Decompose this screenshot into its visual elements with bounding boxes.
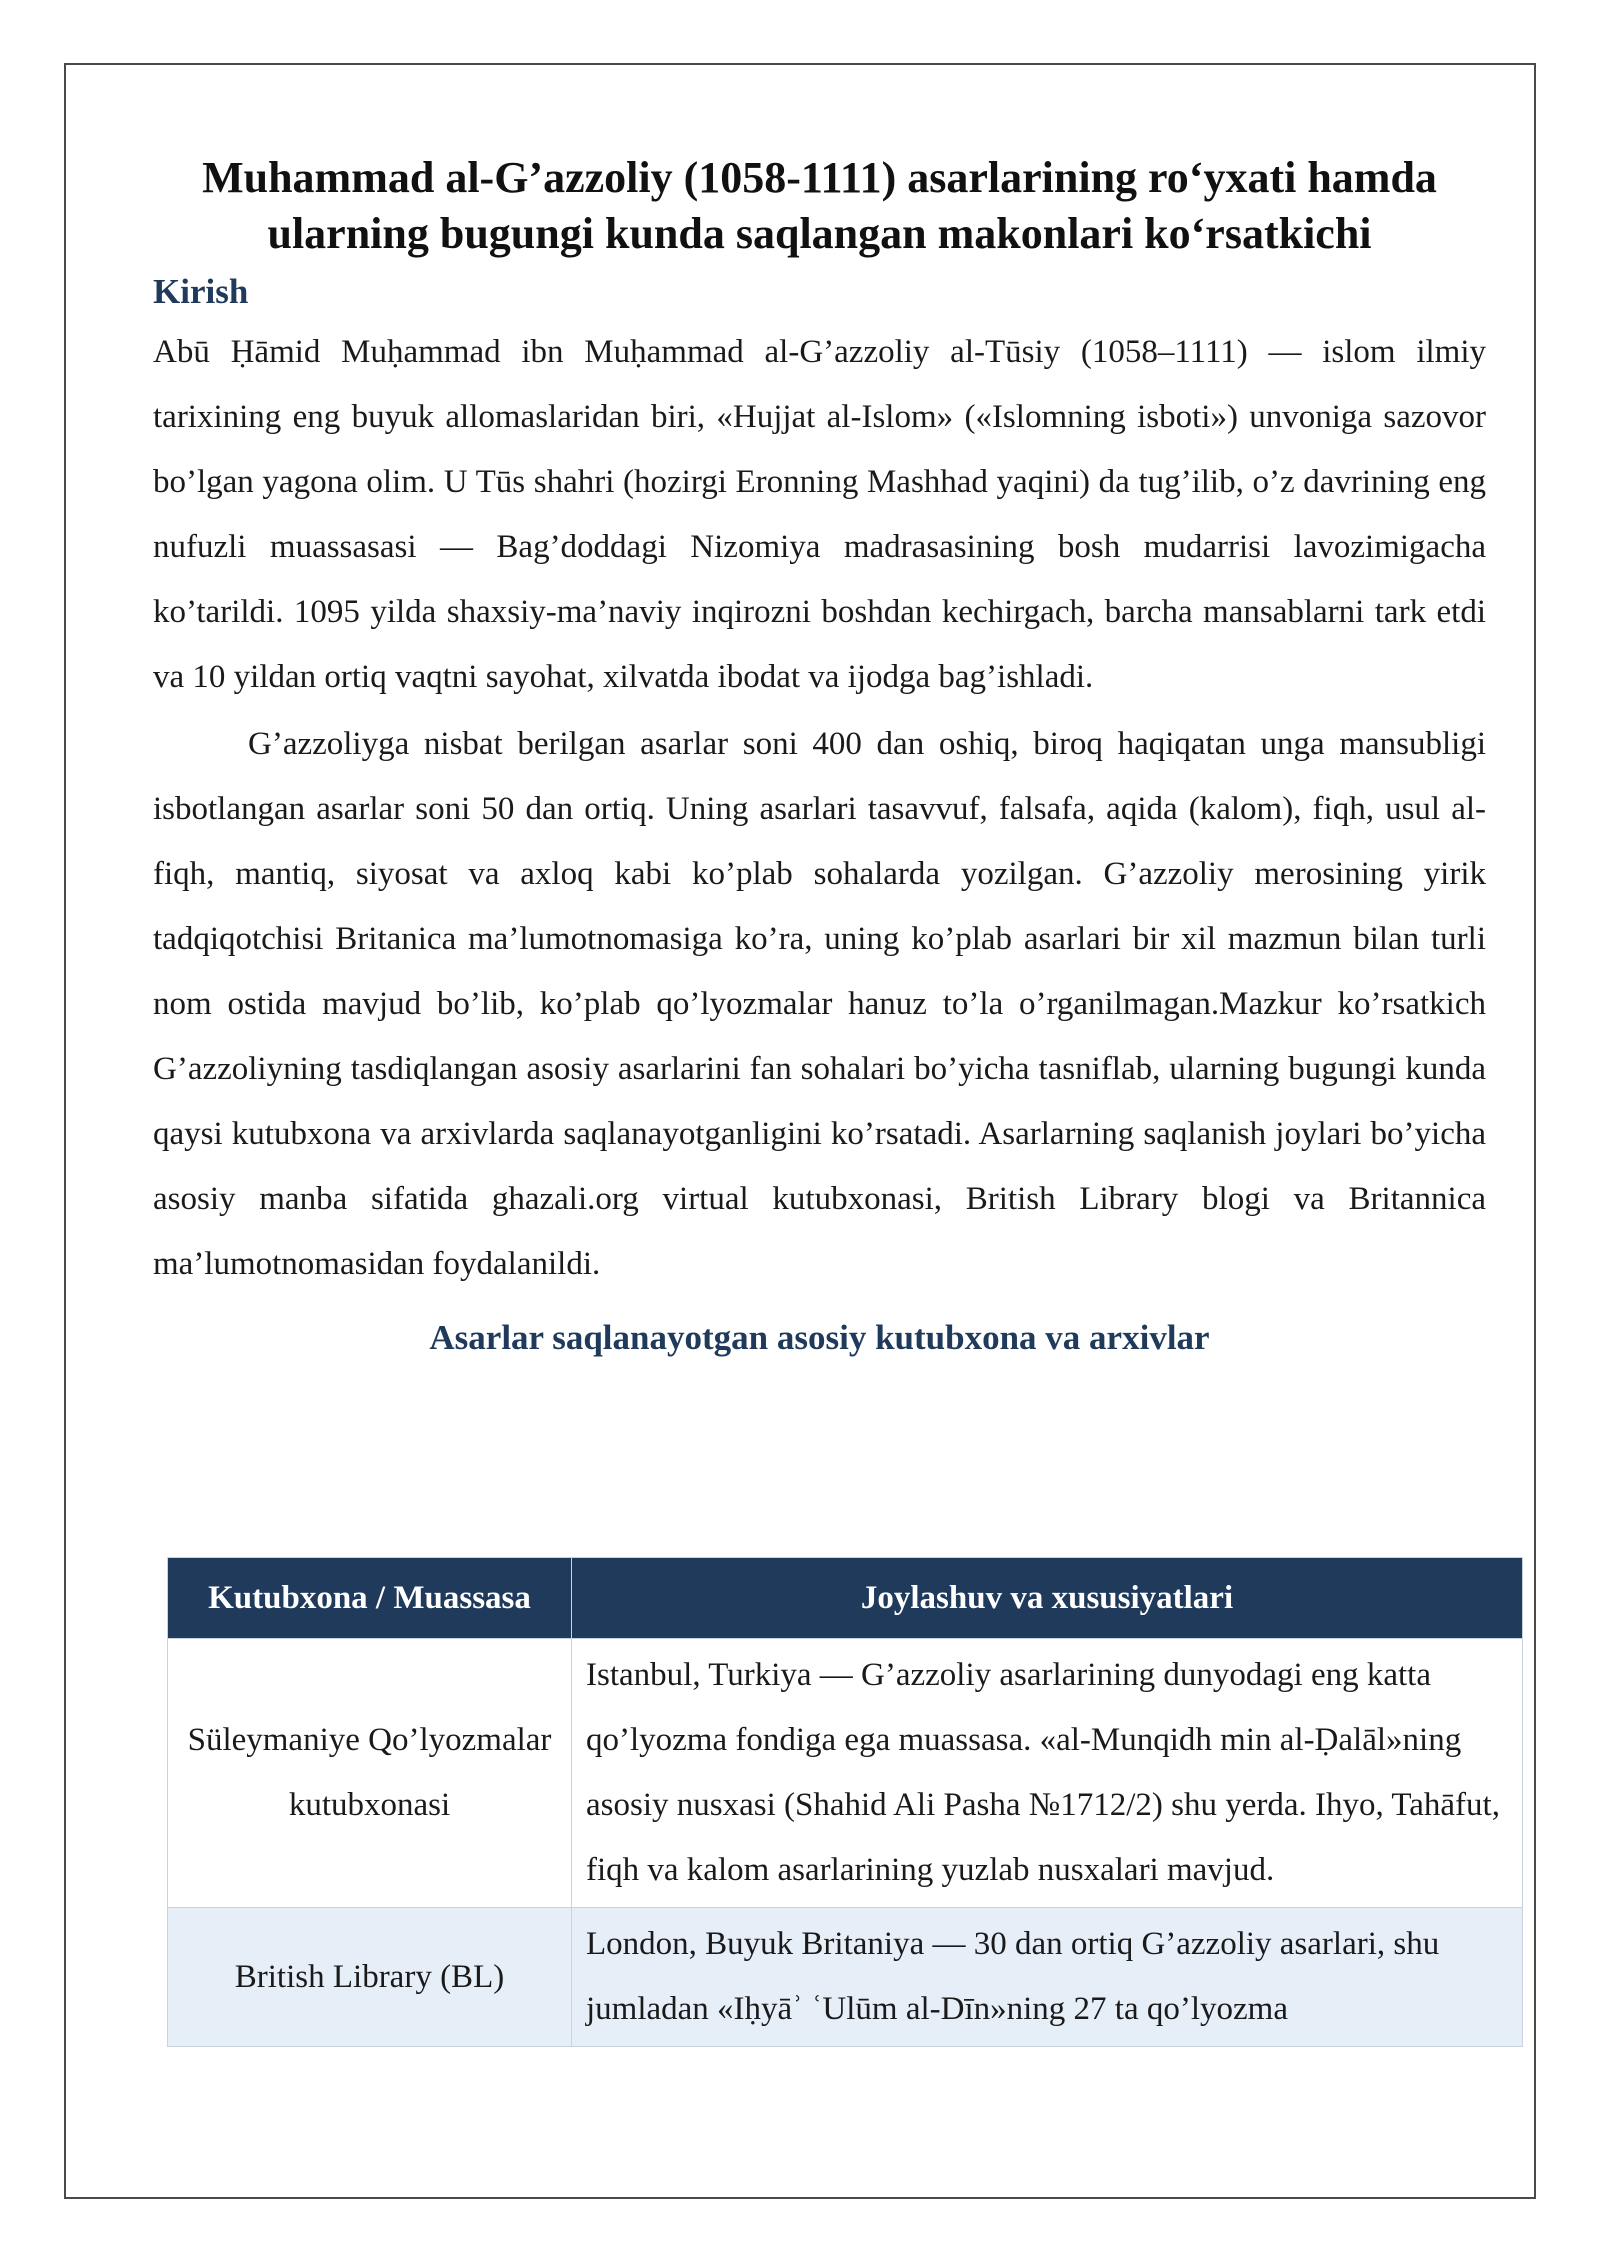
table-row (168, 1908, 1523, 2047)
table-title: Asarlar saqlanayotgan asosiy kutubxona va arxivlar (429, 1318, 1210, 1357)
table-header-row (168, 1558, 1523, 1639)
intro-heading: Kirish (153, 272, 249, 311)
library-description: Istanbul, Turkiya — G’azzoliy asarlarining dunyodagi eng katta qo’lyozma fondiga ega muassasa. «al-Munqidh min al-Ḍalāl»ning asosiy nusxasi (Shahid Ali Pasha №1712/2) shu yerda. Ihyo, Tahāfut, fiqh va kalom asarlarining yuzlab nusxalari mavjud. (572, 1639, 1523, 1908)
header-library: Kutubxona / Muassasa (168, 1558, 572, 1639)
libraries-table (167, 1557, 1523, 2047)
document-title: Muhammad al-G’azzoliy (1058-1111) asarlarining ro‘yxati hamda ularning bugungi kunda saqlangan makonlari ko‘rsatkichi (202, 153, 1437, 258)
library-name: Süleymaniye Qo’lyozmalar kutubxonasi (168, 1639, 572, 1908)
document-body (153, 150, 1486, 1365)
header-location: Joylashuv va xususiyatlari (572, 1558, 1523, 1639)
intro-paragraph-1: Abū Ḥāmid Muḥammad ibn Muḥammad al-G’azzoliy al-Tūsiy (1058–1111) — islom ilmiy tarixining eng buyuk allomaslaridan biri, «Hujjat al-Islom» («Islomning isboti») unvoniga sazovor bo’lgan yagona olim. U Tūs shahri (hozirgi Eronning Mashhad yaqini) da tug’ilib, o’z davrining eng nufuzli muassasasi — Bag’doddagi Nizomiya madrasasining bosh mudarrisi lavozimigacha ko’tarildi. 1095 yilda shaxsiy-ma’naviy inqirozni boshdan kechirgach, barcha mansablarni tark etdi va 10 yildan ortiq vaqtni sayohat, xilvatda ibodat va ijodga bag’ishladi. (153, 334, 1486, 695)
library-description: London, Buyuk Britaniya — 30 dan ortiq G’azzoliy asarlari, shu jumladan «Iḥyāʾ ʿUlūm al-Dīn»ning 27 ta qo’lyozma (572, 1908, 1523, 2047)
library-name: British Library (BL) (168, 1908, 572, 2047)
intro-paragraph-2: G’azzoliyga nisbat berilgan asarlar soni 400 dan oshiq, biroq haqiqatan unga mansubligi isbotlangan asarlar soni 50 dan ortiq. Uning asarlari tasavvuf, falsafa, aqida (kalom), fiqh, usul al-fiqh, mantiq, siyosat va axloq kabi ko’plab sohalarda yozilgan. G’azzoliy merosining yirik tadqiqotchisi Britanica ma’lumotnomasiga ko’ra, uning ko’plab asarlari bir xil mazmun bilan turli nom ostida mavjud bo’lib, ko’plab qo’lyozmalar hanuz to’la o’rganilmagan.Mazkur ko’rsatkich G’azzoliyning tasdiqlangan asosiy asarlarini fan sohalari bo’yicha tasniflab, ularning bugungi kunda qaysi kutubxona va arxivlarda saqlanayotganligini ko’rsatadi. Asarlarning saqlanish joylari bo’yicha asosiy manba sifatida ghazali.org virtual kutubxonasi, British Library blogi va Britannica ma’lumotnomasidan foydalanildi. (153, 726, 1486, 1282)
table-row (168, 1639, 1523, 1908)
